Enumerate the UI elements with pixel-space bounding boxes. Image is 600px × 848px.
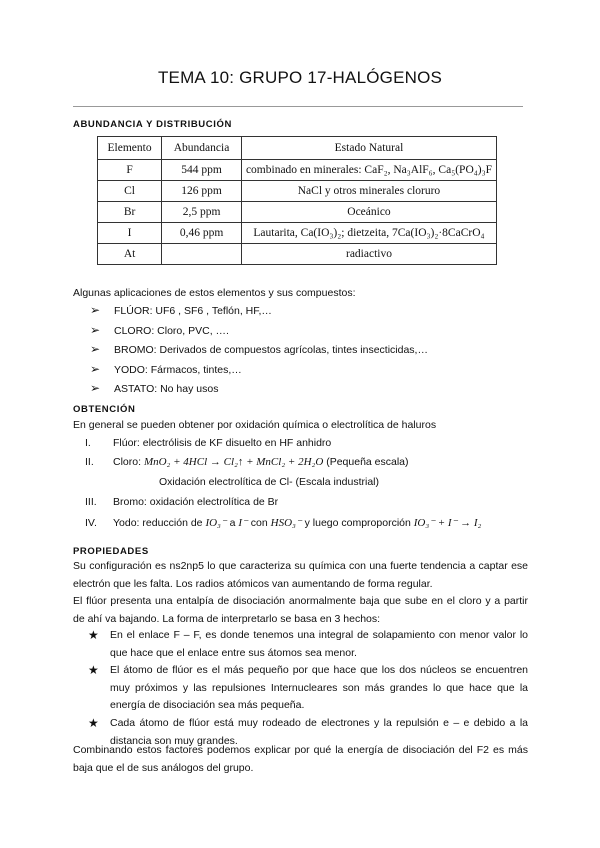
list-item [73, 452, 543, 472]
list-item-text: Cada átomo de flúor está muy rodeado de electrones y la repulsión e – e debido a la distancia son muy grandes. [110, 716, 528, 747]
abundance-table [97, 136, 497, 265]
star-bullet-icon: ★ [88, 663, 99, 678]
obtencion-list [73, 434, 543, 534]
list-item-text: Oxidación electrolítica de Cl- (Escala industrial) [159, 476, 380, 488]
chemical-formula: IO₃⁻ [205, 517, 227, 529]
table-cell: Lautarita, Ca(IO₃)₂; dietzeita, 7Ca(IO₃)₂·8CaCrO₄ [241, 223, 496, 244]
title-divider [73, 106, 523, 107]
arrow-bullet-icon: ➢ [90, 381, 101, 396]
list-item [90, 321, 428, 341]
roman-numeral: I. [85, 437, 91, 449]
list-item-label: Cloro: [113, 456, 142, 468]
list-item-text: Yodo: reducción de [113, 517, 203, 529]
obtencion-intro: En general se pueden obtener por oxidación química o electrolítica de haluros [73, 419, 437, 431]
obtencion-heading: OBTENCIÓN [73, 404, 136, 415]
list-item [73, 512, 543, 534]
roman-numeral: IV. [85, 517, 97, 529]
aplicaciones-intro: Algunas aplicaciones de estos elementos y sus compuestos: [73, 287, 356, 299]
list-item-text: Bromo: oxidación electrolítica de Br [113, 496, 279, 508]
list-item [88, 627, 528, 662]
page-title: TEMA 10: GRUPO 17-HALÓGENOS [157, 68, 443, 87]
propiedades-paragraph-3: Combinando estos factores podemos explicar por qué la energía de disociación del F2 es más baja que el de sus análogos del grupo. [73, 744, 528, 774]
table-cell: At [98, 244, 162, 265]
list-item [73, 434, 543, 452]
arrow-bullet-icon: ➢ [90, 361, 101, 376]
table-row [98, 160, 497, 181]
list-item-text: CLORO: Cloro, PVC, …. [114, 324, 229, 337]
roman-numeral: III. [85, 496, 97, 508]
table-cell: NaCl y otros minerales cloruro [241, 181, 496, 202]
table-row [98, 244, 497, 265]
abundancia-heading: ABUNDANCIA Y DISTRIBUCIÓN [73, 119, 232, 130]
aplicaciones-list [90, 301, 428, 399]
propiedades-bullets [88, 627, 528, 750]
column-header: Estado Natural [241, 137, 496, 160]
table-header-row [98, 137, 497, 160]
chemical-equation: MnO₂ + 4HCl → Cl₂↑ + MnCl₂ + 2H₂O [143, 456, 324, 468]
table-cell: combinado en minerales: CaF₂, Na₃AlF₆, Ca₅(PO₄)₃F [241, 160, 496, 181]
column-header: Elemento [98, 137, 162, 160]
arrow-bullet-icon: ➢ [90, 342, 101, 357]
table-row [98, 202, 497, 223]
list-item-text: Flúor: electrólisis de KF disuelto en HF anhidro [113, 437, 332, 449]
list-item [90, 379, 428, 399]
list-item-text: ASTATO: No hay usos [114, 383, 219, 396]
list-item [90, 301, 428, 321]
table-cell: F [98, 160, 162, 181]
list-item-text: con [250, 517, 268, 529]
table-cell: Cl [98, 181, 162, 202]
list-item-text: El átomo de flúor es el más pequeño por que hace que los dos núcleos se encuentren muy próximos y las repulsiones Internucleares son más grandes lo que hace que la energía de disociación sea más pequeña. [110, 664, 528, 712]
table-cell: Oceánico [241, 202, 496, 223]
propiedades-paragraph-1: Su configuración es ns2np5 lo que caracteriza su química con una fuerte tendencia a captar ese electrón que les falta. Los radios atómicos van aumentando de forma regular. [73, 560, 528, 590]
propiedades-paragraph-2: El flúor presenta una entalpía de disociación anormalmente baja que sube en el cloro y a partir de ahí va bajando. La forma de interpretarlo se basa en 3 hechos: [73, 595, 528, 625]
list-item-text: FLÚOR: UF6 , SF6 , Teflón, HF,… [114, 305, 272, 317]
list-item-sub [73, 472, 543, 492]
table-row [98, 181, 497, 202]
propiedades-heading: PROPIEDADES [73, 546, 149, 557]
chemical-equation: IO₃⁻ + I⁻ → I₂ [413, 517, 482, 529]
list-item-text: a [229, 517, 236, 529]
table-cell: 0,46 ppm [162, 223, 242, 244]
table-cell: 544 ppm [162, 160, 242, 181]
table-cell: 2,5 ppm [162, 202, 242, 223]
star-bullet-icon: ★ [88, 628, 99, 642]
chemical-formula: HSO₃⁻ [270, 517, 302, 529]
roman-numeral: II. [85, 456, 94, 468]
column-header: Abundancia [162, 137, 242, 160]
list-item [73, 492, 543, 512]
list-item-text: En el enlace F – F, es donde tenemos una integral de solapamiento con menor valor lo que hace que el enlace entre sus átomos sea menor. [110, 629, 528, 659]
list-item [90, 340, 428, 360]
list-item [88, 662, 528, 715]
table-cell: 126 ppm [162, 181, 242, 202]
list-item-text: y luego comproporción [304, 517, 411, 529]
table-cell [162, 244, 242, 265]
table-cell: I [98, 223, 162, 244]
table-row [98, 223, 497, 244]
list-item-text: YODO: Fármacos, tintes,… [114, 363, 242, 376]
arrow-bullet-icon: ➢ [90, 303, 101, 317]
arrow-bullet-icon: ➢ [90, 322, 101, 337]
list-item [90, 360, 428, 380]
table-cell: radiactivo [241, 244, 496, 265]
scale-note: (Pequeña escala) [326, 456, 409, 468]
chemical-formula: I⁻ [238, 517, 248, 529]
list-item-text: BROMO: Derivados de compuestos agrícolas, tintes insecticidas,… [114, 344, 428, 357]
star-bullet-icon: ★ [88, 715, 99, 730]
table-cell: Br [98, 202, 162, 223]
